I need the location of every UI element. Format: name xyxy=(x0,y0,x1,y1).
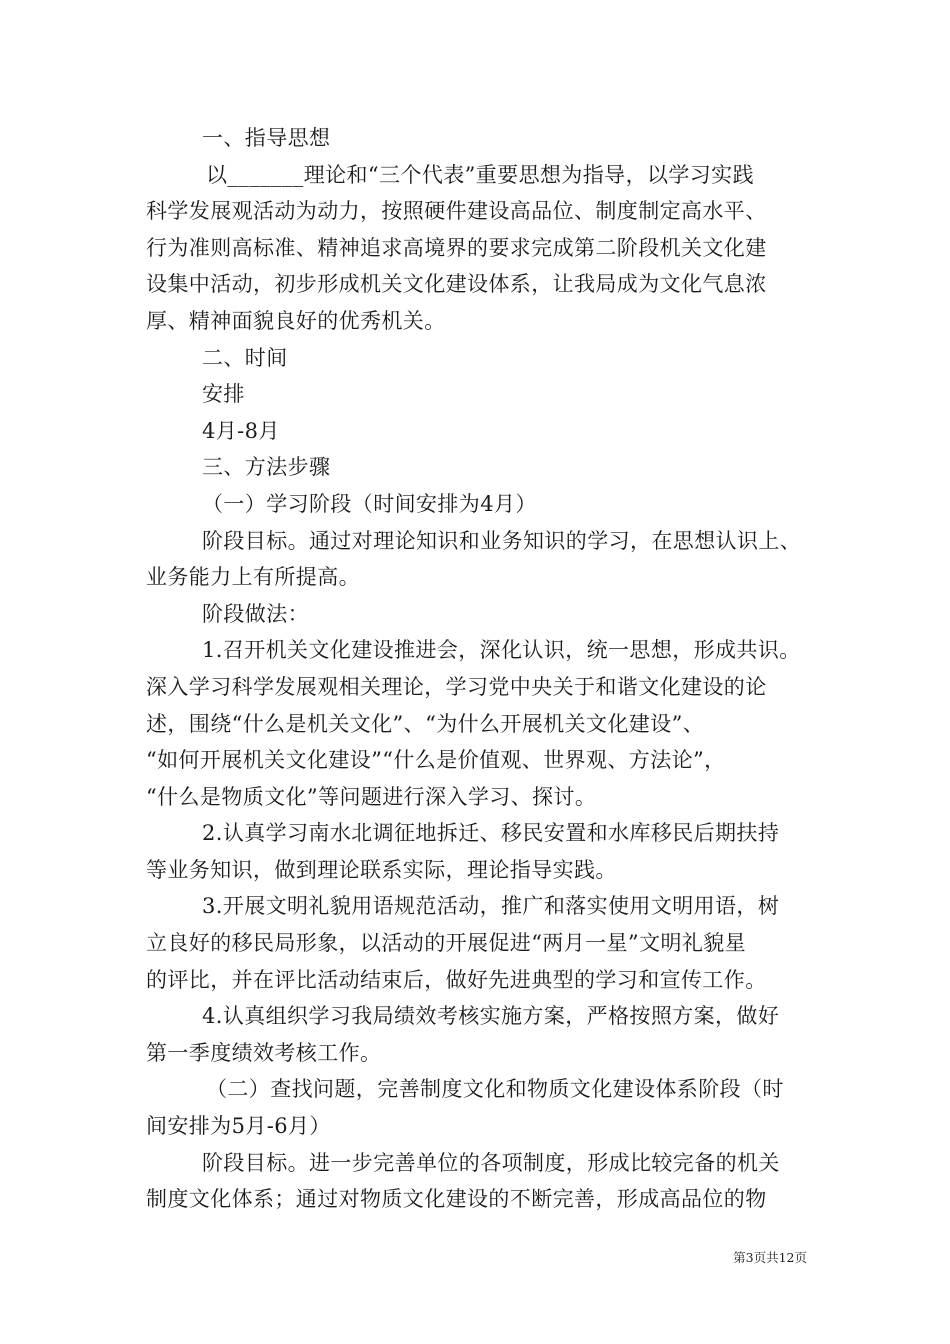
paragraph-line: 阶段目标。通过对理论知识和业务知识的学习，在思想认识上、 xyxy=(202,528,802,553)
paragraph-line: 间安排为5月-6月） xyxy=(146,1114,331,1139)
page-number-footer: 第3页共12页 xyxy=(733,1250,807,1265)
paragraph-line: 4月-8月 xyxy=(202,418,280,443)
section-heading: 二、时间 xyxy=(202,345,288,370)
paragraph-line: 深入学习科学发展观相关理论，学习党中央关于和谐文化建设的论 xyxy=(146,674,767,699)
paragraph-line: 阶段目标。进一步完善单位的各项制度，形成比较完备的机关 xyxy=(202,1150,780,1175)
section-heading: 三、方法步骤 xyxy=(202,455,331,480)
list-item-line: 1.召开机关文化建设推进会，深化认识，统一思想，形成共识。 xyxy=(202,638,801,663)
paragraph-line: 科学发展观活动为动力，按照硬件建设高品位、制度制定高水平、 xyxy=(146,199,767,224)
paragraph-line: “什么是物质文化”等问题进行深入学习、探讨。 xyxy=(146,784,597,809)
paragraph-line: 安排 xyxy=(202,382,245,407)
list-item-line: 4.认真组织学习我局绩效考核实施方案，严格按照方案，做好 xyxy=(202,1004,780,1029)
paragraph-line: 述，围绕“什么是机关文化”、“为什么开展机关文化建设”、 xyxy=(146,711,705,736)
list-item-line: 2.认真学习南水北调征地拆迁、移民安置和水库移民后期扶持 xyxy=(202,821,780,846)
paragraph-line: “如何开展机关文化建设”“什么是价值观、世界观、方法论”， xyxy=(146,748,726,773)
paragraph-line: 行为准则高标准、精神追求高境界的要求完成第二阶段机关文化建 xyxy=(146,235,767,260)
paragraph-line: 以_______理论和“三个代表”重要思想为指导，以学习实践 xyxy=(206,162,754,187)
paragraph-line: 厚、精神面貌良好的优秀机关。 xyxy=(146,308,446,333)
paragraph-line: 业务能力上有所提高。 xyxy=(146,565,360,590)
paragraph-line: 立良好的移民局形象，以活动的开展促进“两月一星”文明礼貌星 xyxy=(146,931,747,956)
paragraph-line: 等业务知识，做到理论联系实际，理论指导实践。 xyxy=(146,857,617,882)
paragraph-line: 设集中活动，初步形成机关文化建设体系，让我局成为文化气息浓 xyxy=(146,272,767,297)
paragraph-line: 的评比，并在评比活动结束后，做好先进典型的学习和宣传工作。 xyxy=(146,967,767,992)
paragraph-line: 制度文化体系；通过对物质文化建设的不断完善，形成高品位的物 xyxy=(146,1187,767,1212)
subsection-heading: （二）查找问题，完善制度文化和物质文化建设体系阶段（时 xyxy=(206,1077,784,1102)
subsection-heading: （一）学习阶段（时间安排为4月） xyxy=(202,491,537,516)
paragraph-line: 阶段做法： xyxy=(202,601,309,626)
section-heading: 一、指导思想 xyxy=(202,126,331,150)
list-item-line: 3.开展文明礼貌用语规范活动，推广和落实使用文明用语，树 xyxy=(202,894,780,919)
document-body xyxy=(146,120,822,1218)
paragraph-line: 第一季度绩效考核工作。 xyxy=(146,1040,382,1065)
